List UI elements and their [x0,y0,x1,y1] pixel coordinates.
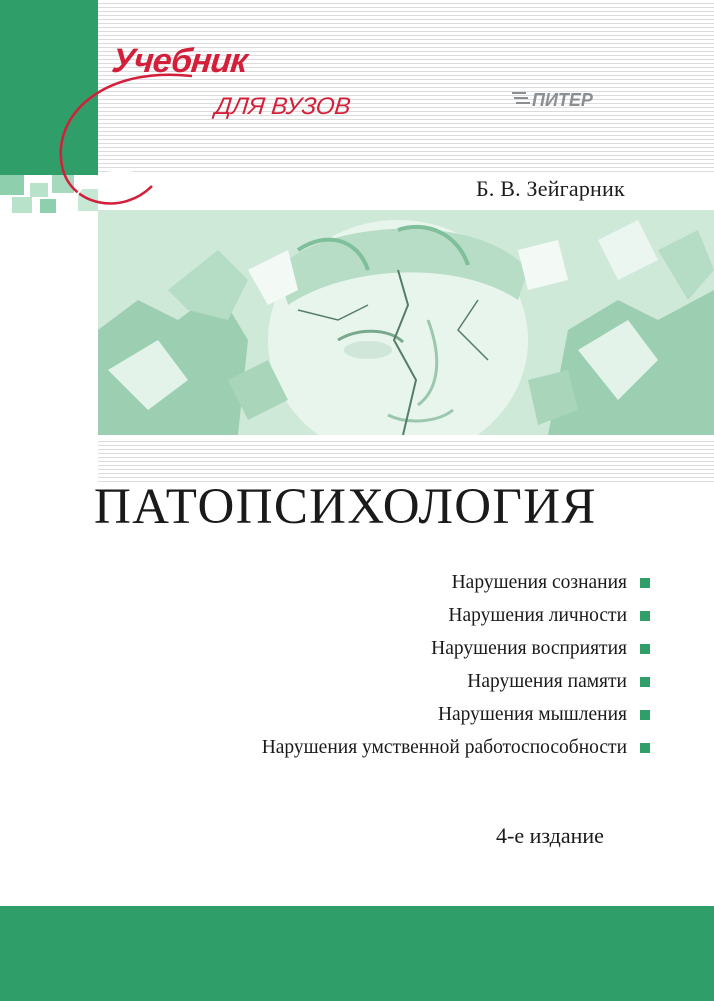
bullet-square-icon [640,743,650,753]
topic-item [130,698,650,731]
series-logo-sub: ДЛЯ ВУЗОВ [213,93,353,120]
bottom-green-band [0,906,714,1001]
bullet-square-icon [640,578,650,588]
topic-label: Нарушения восприятия [431,637,627,659]
bullet-square-icon [640,677,650,687]
topic-label: Нарушения сознания [451,571,627,593]
topic-label: Нарушения личности [448,604,627,626]
topic-item [130,665,650,698]
topic-item [130,731,650,764]
topic-label: Нарушения умственной работоспособности [261,736,627,758]
topic-item [130,566,650,599]
publisher-name: ПИТЕР [532,90,593,110]
cover-illustration [98,210,714,435]
publisher-logo [512,88,632,110]
topics-list [130,566,650,764]
bullet-square-icon [640,644,650,654]
series-logo-main: Учебник [110,42,249,80]
topic-item [130,599,650,632]
logo-swash-icon [42,56,232,226]
author-name: Б. В. Зейгарник [476,176,625,201]
broken-statue-head-icon [98,210,714,435]
topic-label: Нарушения мышления [437,703,627,725]
edition-label: 4-е издание [496,823,604,848]
lower-stripes [98,438,714,482]
book-title: ПАТОПСИХОЛОГИЯ [94,479,597,535]
topic-label: Нарушения памяти [467,670,627,692]
bullet-square-icon [640,710,650,720]
bullet-square-icon [640,611,650,621]
topic-item [130,632,650,665]
